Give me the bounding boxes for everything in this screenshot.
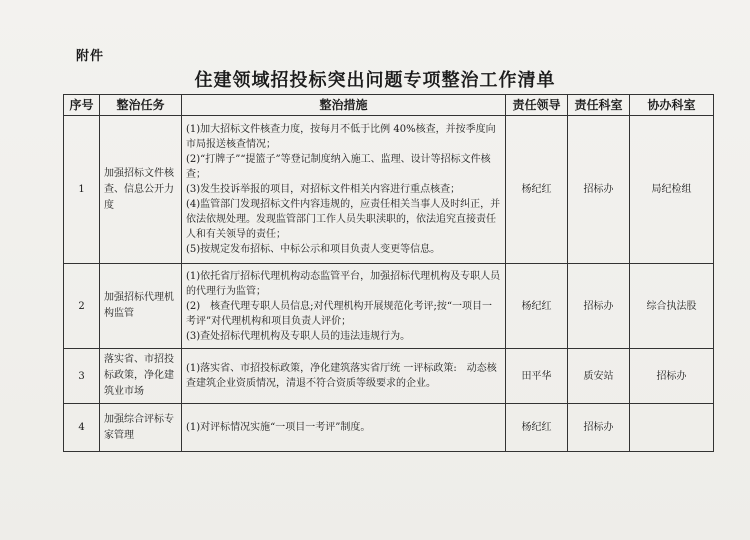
table-row — [64, 264, 714, 349]
measure-item: (1)加大招标文件核查力度，按每月不低于比例 40%核查，并按季度向市局报送核查情况； — [186, 124, 496, 150]
header-leader: 责任领导 — [506, 95, 568, 116]
row-measures — [182, 264, 506, 349]
row-task: 加强招标文件核查、信息公开力度 — [100, 116, 182, 264]
measure-item: (1)依托省厅招标代理机构动态监管平台，加强招标代理机构及专职人员的代理行为监管； — [186, 270, 501, 297]
header-no: 序号 — [64, 95, 100, 116]
row-assist: 综合执法股 — [630, 264, 714, 349]
row-measures — [182, 349, 506, 404]
row-leader: 杨纪红 — [506, 404, 568, 452]
row-task: 落实省、市招投标政策，净化建筑业市场 — [100, 349, 182, 404]
table-row — [64, 404, 714, 452]
measure-item: (4)监管部门发现招标文件内容违规的，应责任相关当事人及时纠正，并依法依规处理。发现监管部门工作人员失职渎职的，依法追究直接责任人和有关领导的责任； — [186, 199, 501, 240]
measure-item: (3)发生投诉举报的项目，对招标文件相关内容进行重点核查； — [186, 184, 461, 195]
row-leader: 杨纪红 — [506, 264, 568, 349]
row-dept: 质安站 — [568, 349, 630, 404]
row-no: 3 — [64, 349, 100, 404]
row-no: 1 — [64, 116, 100, 264]
row-measures — [182, 404, 506, 452]
rectification-table — [63, 94, 714, 452]
row-assist — [630, 404, 714, 452]
table-row — [64, 116, 714, 264]
row-measures — [182, 116, 506, 264]
table-row — [64, 349, 714, 404]
row-dept: 招标办 — [568, 264, 630, 349]
measure-item: (2) 核查代理专职人员信息;对代理机构开展规范化考评;按“一项目一考评”对代理机构和项目负责人评价； — [186, 300, 493, 327]
row-leader: 杨纪红 — [506, 116, 568, 264]
row-dept: 招标办 — [568, 116, 630, 264]
annex-label: 附件 — [76, 49, 105, 64]
row-assist: 局纪检组 — [630, 116, 714, 264]
row-assist: 招标办 — [630, 349, 714, 404]
measure-item: (3)查处招标代理机构及专职人员的违法违规行为。 — [186, 330, 411, 342]
table-header-row — [64, 95, 714, 116]
page-title: 住建领域招投标突出问题专项整治工作清单 — [194, 70, 556, 91]
header-measures: 整治措施 — [182, 95, 506, 116]
measure-item: (2)“打牌子”“提篮子”等登记制度纳入施工、监理、设计等招标文件核查； — [186, 154, 491, 180]
row-no: 2 — [64, 264, 100, 349]
measure-item: (5)按规定发布招标、中标公示和项目负责人变更等信息。 — [186, 244, 441, 255]
measure-item: (1)落实省、市招投标政策，净化建筑落实省厅统 一评标政策: 动态核查建筑企业资质情况，清退不符合资质等级要求的企业。 — [186, 363, 497, 389]
row-no: 4 — [64, 404, 100, 452]
row-task: 加强招标代理机构监管 — [100, 264, 182, 349]
measure-item: (1)对评标情况实施“一项目一考评”制度。 — [186, 422, 371, 433]
header-dept: 责任科室 — [568, 95, 630, 116]
row-task: 加强综合评标专家管理 — [100, 404, 182, 452]
header-task: 整治任务 — [100, 95, 182, 116]
header-assist: 协办科室 — [630, 95, 714, 116]
row-leader: 田平华 — [506, 349, 568, 404]
row-dept: 招标办 — [568, 404, 630, 452]
